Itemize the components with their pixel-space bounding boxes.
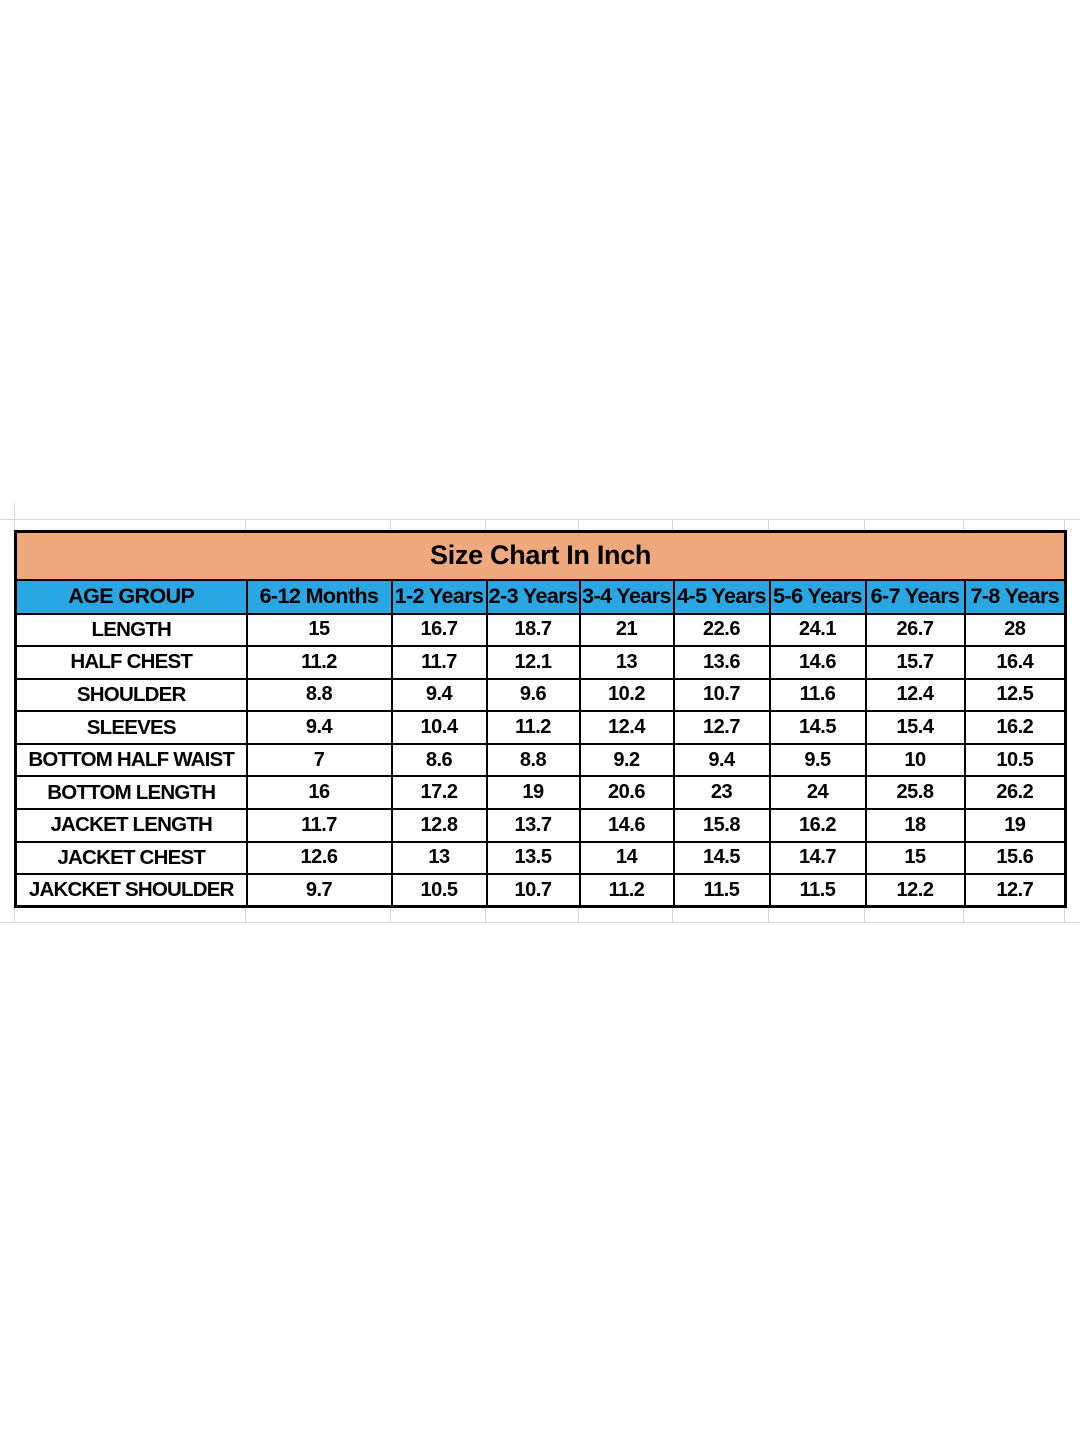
measurement-value: 15.4: [866, 711, 965, 744]
measurement-value: 11.5: [770, 874, 866, 907]
row-label: SHOULDER: [16, 679, 247, 712]
measurement-value: 12.6: [247, 842, 392, 875]
measurement-value: 10.7: [674, 679, 770, 712]
size-chart-body: [16, 532, 1066, 907]
measurement-value: 9.7: [247, 874, 392, 907]
row-label: JACKET LENGTH: [16, 809, 247, 842]
measurement-value: 24: [770, 776, 866, 809]
measurement-value: 14.5: [674, 842, 770, 875]
table-row: [16, 646, 1066, 679]
measurement-value: 10.5: [965, 744, 1066, 777]
measurement-value: 9.4: [674, 744, 770, 777]
measurement-value: 9.5: [770, 744, 866, 777]
measurement-value: 12.2: [866, 874, 965, 907]
table-row: [16, 614, 1066, 647]
measurement-value: 14: [580, 842, 674, 875]
measurement-value: 22.6: [674, 614, 770, 647]
gridline: [672, 908, 673, 922]
measurement-value: 12.4: [580, 711, 674, 744]
measurement-value: 15: [247, 614, 392, 647]
measurement-value: 7: [247, 744, 392, 777]
measurement-value: 10.2: [580, 679, 674, 712]
table-title: Size Chart In Inch: [16, 532, 1066, 580]
measurement-value: 9.4: [392, 679, 487, 712]
measurement-value: 14.6: [770, 646, 866, 679]
measurement-value: 8.8: [487, 744, 580, 777]
measurement-value: 13: [580, 646, 674, 679]
measurement-value: 11.2: [487, 711, 580, 744]
gridline: [768, 908, 769, 922]
row-label: JAKCKET SHOULDER: [16, 874, 247, 907]
measurement-value: 18: [866, 809, 965, 842]
measurement-value: 14.5: [770, 711, 866, 744]
gridline: [963, 908, 964, 922]
measurement-value: 9.6: [487, 679, 580, 712]
measurement-value: 15.6: [965, 842, 1066, 875]
measurement-value: 14.7: [770, 842, 866, 875]
measurement-value: 12.7: [965, 874, 1066, 907]
size-chart-table: [14, 530, 1067, 908]
column-header: 1-2 Years: [392, 580, 487, 614]
gridline: [0, 519, 1080, 520]
measurement-value: 13.7: [487, 809, 580, 842]
gridline: [0, 922, 1080, 923]
measurement-value: 19: [487, 776, 580, 809]
column-header: 4-5 Years: [674, 580, 770, 614]
column-header: 7-8 Years: [965, 580, 1066, 614]
table-row: [16, 744, 1066, 777]
gridline: [14, 908, 15, 922]
measurement-value: 13: [392, 842, 487, 875]
row-label: JACKET CHEST: [16, 842, 247, 875]
row-label: HALF CHEST: [16, 646, 247, 679]
measurement-value: 12.5: [965, 679, 1066, 712]
age-group-header: AGE GROUP: [16, 580, 247, 614]
measurement-value: 28: [965, 614, 1066, 647]
measurement-value: 11.6: [770, 679, 866, 712]
measurement-value: 12.8: [392, 809, 487, 842]
table-row: [16, 711, 1066, 744]
measurement-value: 21: [580, 614, 674, 647]
measurement-value: 24.1: [770, 614, 866, 647]
measurement-value: 16.2: [965, 711, 1066, 744]
measurement-value: 16.2: [770, 809, 866, 842]
gridline: [390, 908, 391, 922]
measurement-value: 11.2: [580, 874, 674, 907]
measurement-value: 11.2: [247, 646, 392, 679]
measurement-value: 10.5: [392, 874, 487, 907]
measurement-value: 12.1: [487, 646, 580, 679]
measurement-value: 20.6: [580, 776, 674, 809]
gridline: [14, 503, 15, 519]
measurement-value: 11.5: [674, 874, 770, 907]
gridline: [1064, 908, 1065, 922]
measurement-value: 12.4: [866, 679, 965, 712]
column-header: 5-6 Years: [770, 580, 866, 614]
gridline: [245, 908, 246, 922]
table-row: [16, 842, 1066, 875]
measurement-value: 15: [866, 842, 965, 875]
measurement-value: 13.6: [674, 646, 770, 679]
row-label: SLEEVES: [16, 711, 247, 744]
measurement-value: 25.8: [866, 776, 965, 809]
measurement-value: 26.7: [866, 614, 965, 647]
column-header: 3-4 Years: [580, 580, 674, 614]
row-label: BOTTOM HALF WAIST: [16, 744, 247, 777]
measurement-value: 17.2: [392, 776, 487, 809]
gridline: [864, 908, 865, 922]
table-row: [16, 679, 1066, 712]
measurement-value: 18.7: [487, 614, 580, 647]
measurement-value: 15.8: [674, 809, 770, 842]
row-label: BOTTOM LENGTH: [16, 776, 247, 809]
measurement-value: 15.7: [866, 646, 965, 679]
gridline: [485, 908, 486, 922]
table-row: [16, 809, 1066, 842]
measurement-value: 12.7: [674, 711, 770, 744]
measurement-value: 10.7: [487, 874, 580, 907]
column-header: 2-3 Years: [487, 580, 580, 614]
measurement-value: 14.6: [580, 809, 674, 842]
measurement-value: 10.4: [392, 711, 487, 744]
measurement-value: 11.7: [392, 646, 487, 679]
table-row: [16, 874, 1066, 907]
measurement-value: 19: [965, 809, 1066, 842]
gridline: [578, 908, 579, 922]
measurement-value: 8.6: [392, 744, 487, 777]
table-row: [16, 776, 1066, 809]
measurement-value: 16.4: [965, 646, 1066, 679]
measurement-value: 8.8: [247, 679, 392, 712]
column-header: 6-7 Years: [866, 580, 965, 614]
measurement-value: 11.7: [247, 809, 392, 842]
measurement-value: 26.2: [965, 776, 1066, 809]
measurement-value: 23: [674, 776, 770, 809]
row-label: LENGTH: [16, 614, 247, 647]
column-header: 6-12 Months: [247, 580, 392, 614]
measurement-value: 16: [247, 776, 392, 809]
measurement-value: 10: [866, 744, 965, 777]
measurement-value: 13.5: [487, 842, 580, 875]
measurement-value: 9.4: [247, 711, 392, 744]
measurement-value: 16.7: [392, 614, 487, 647]
measurement-value: 9.2: [580, 744, 674, 777]
